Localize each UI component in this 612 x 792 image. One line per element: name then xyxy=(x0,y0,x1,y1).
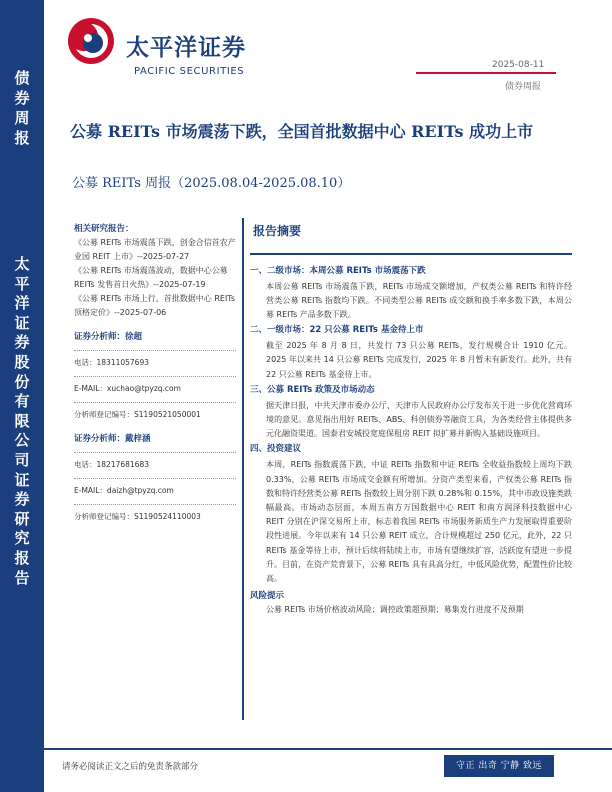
summary-column xyxy=(250,222,572,617)
summary-title: 报告摘要 xyxy=(253,224,302,238)
footer-divider xyxy=(0,748,612,750)
analyst-phone: 电话：18311057693 xyxy=(74,358,149,367)
section-heading: 三、公募 REITs 政策及市场动态 xyxy=(250,384,375,395)
analyst-email: E-MAIL：daizh@tpyzq.com xyxy=(74,486,174,495)
section-body: 据天津日报，中共天津市委办公厅、天津市人民政府办公厅发布关于进一步优化营商环境的意见。意见指出用好 REITs、ABS、科创债券等融资工具，为各类经营主体提供多元化融资渠道。国泰君安城投宽庭保租房 REIT 拟扩募并新购入基础设施项目。 xyxy=(266,400,572,439)
side-band-doc-type: 债券周报 xyxy=(14,69,30,147)
footer-motto: 守正 出奇 宁静 致远 xyxy=(444,755,554,777)
related-report-item: 《公募 REITs 市场震荡波动，数据中心公募 REITs 发售首日火热》--2025-07-19 xyxy=(74,266,228,289)
report-type: 债券周报 xyxy=(505,82,542,92)
analyst-cert: 分析师登记编号：S1190524110003 xyxy=(74,512,201,521)
analyst-heading: 证券分析师：戴梓涵 xyxy=(74,434,151,444)
divider xyxy=(74,376,236,377)
analyst-cert: 分析师登记编号：S1190521050001 xyxy=(74,410,201,419)
analyst-heading: 证券分析师：徐超 xyxy=(74,332,143,342)
brand-name-en: PACIFIC SECURITIES xyxy=(134,66,245,77)
pacific-securities-logo-icon xyxy=(66,16,116,66)
report-title: 公募 REITs 市场震荡下跌，全国首批数据中心 REITs 成功上市 xyxy=(70,122,534,141)
header-divider xyxy=(416,72,556,74)
section-heading: 二、一级市场：22 只公募 REITs 基金待上市 xyxy=(250,325,424,336)
divider xyxy=(74,452,236,453)
report-date: 2025-08-11 xyxy=(492,60,545,70)
section-body: 本周，REITs 指数震荡下跌，中证 REITs 指数和中证 REITs 全收益指数较上周均下跌 0.33%，公募 REITs 市场成交金额有所增加。分资产类型来看，产权类公募 REITs 指数和特许经营类公募 REITs 指数较上周分别下跌 0.28%和 0.15%，其中市政设施类跌幅最高。市场动态层面，本周五南方万国数据中心 REIT 和南方润泽科技数据中心 REIT 分别在沪深交易所上市，标志着我国 REITs 市场服务新质生产力发展取得重要阶段性进展。今年以来有 14 只公募 REIT 成立，合计规模超过 250 亿元，此外，22 只 REITs 基金等待上市，预计后续将陆续上市，市场有望继续扩容，活跃度有望进一步提升。目前，在资产荒背景下，公募 REITs 具有具高分红，中低风险优势，配置性价比较高。 xyxy=(266,460,572,583)
report-subtitle: 公募 REITs 周报（2025.08.04-2025.08.10） xyxy=(72,176,351,191)
divider xyxy=(74,478,236,479)
risk-body: 公募 REITs 市场价格波动风险；调控政策超预期；募集发行进度不及预期 xyxy=(266,605,524,615)
risk-heading: 风险提示 xyxy=(250,591,285,602)
related-reports-heading: 相关研究报告： xyxy=(74,224,134,234)
analyst-email: E-MAIL：xuchao@tpyzq.com xyxy=(74,384,181,393)
section-body: 截至 2025 年 8 月 8 日，共发行 73 只公募 REITs，发行规模合计 1910 亿元。2025 年以来共 14 只公募 REITs 完成发行，2025 年 8 月暂未有新发行。此外，共有 22 只公募 REITs 基金待上市。 xyxy=(266,341,572,379)
brand-name-cn: 太平洋证券 xyxy=(126,35,246,61)
column-divider xyxy=(242,218,244,720)
divider xyxy=(74,504,236,505)
summary-rule xyxy=(250,253,572,255)
section-heading: 四、投资建议 xyxy=(250,444,302,455)
related-report-item: 《公募 REITs 市场上行，首批数据中心 REITs 顶格定价》--2025-07-06 xyxy=(74,294,236,317)
related-report-item: 《公募 REITs 市场震荡下跌，创金合信首农产业园 REIT 上市》--2025-07-27 xyxy=(74,238,236,261)
side-band-company: 太平洋证券股份有限公司证券研究报告 xyxy=(14,255,30,587)
section-heading: 一、二级市场：本周公募 REITs 市场震荡下跌 xyxy=(250,265,426,276)
left-column xyxy=(74,222,236,524)
divider xyxy=(74,402,236,403)
section-body: 本周公募 REITs 市场震荡下跌，REITs 市场成交额增加，产权类公募 REITs 和特许经营类公募 REITs 指数均下跌。不同类型公募 REITs 成交额和换手率多数下跌，本周公募 REITs 产品多数下跌。 xyxy=(266,281,572,319)
analyst-phone: 电话：18217681683 xyxy=(74,460,149,469)
footer-disclaimer: 请务必阅读正文之后的免责条款部分 xyxy=(62,762,199,772)
divider xyxy=(74,350,236,351)
